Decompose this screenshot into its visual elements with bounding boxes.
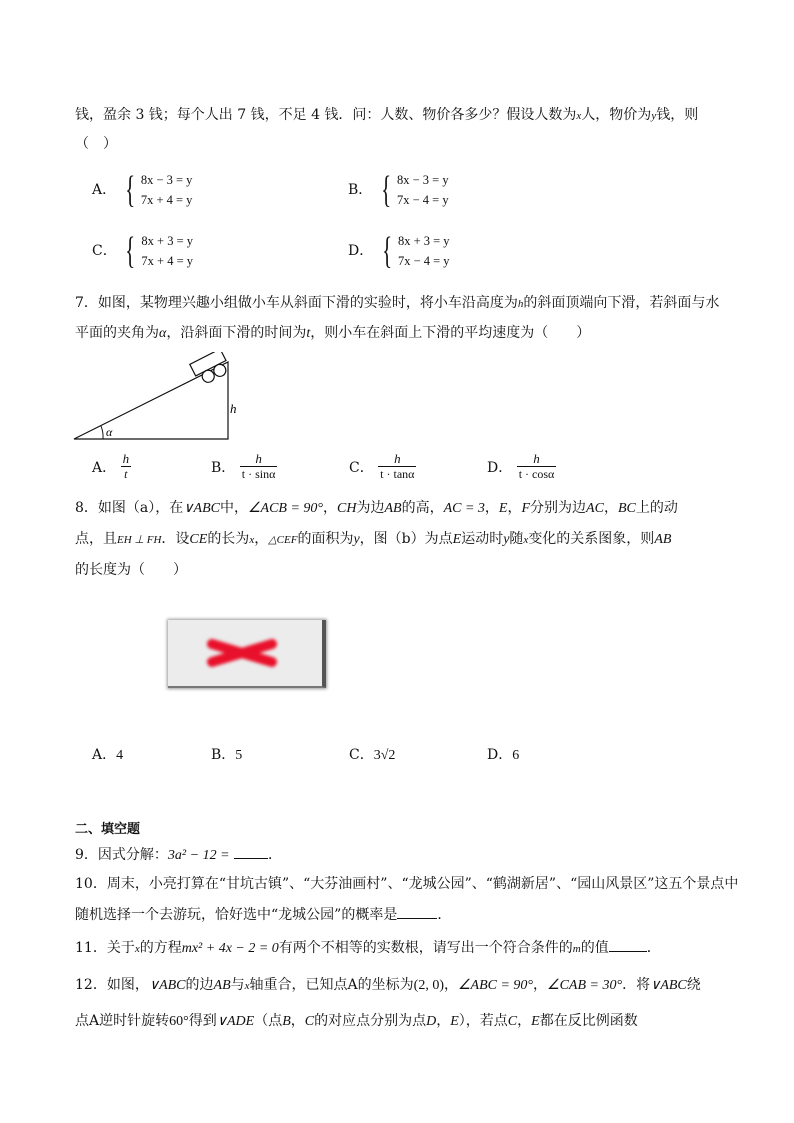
text: 有两个不相等的实数根，请写出一个符合条件的 <box>278 940 573 956</box>
text: 点，且 <box>75 531 117 547</box>
equation-system: { 8x − 3 = y 7x + 4 = y <box>124 169 193 211</box>
q9 <box>75 844 282 864</box>
q8-stem-line3: 的长度为（ ） <box>75 562 187 578</box>
text: 为边 <box>356 500 385 516</box>
math: B <box>282 1014 291 1029</box>
fig-h-label: h <box>230 401 237 416</box>
math: 60° <box>169 1014 189 1029</box>
text: 随 <box>509 531 524 547</box>
var-t: t <box>306 326 311 341</box>
math: F <box>521 501 531 516</box>
q7-text: 7．如图，某物理兴趣小组做小车从斜面下滑的实验时，将小车沿高度为 <box>75 295 518 311</box>
math: BC <box>617 501 636 516</box>
text: 的对应点分别为点 <box>314 1013 427 1029</box>
denominator: t · tanα <box>380 467 415 481</box>
q7-option-c[interactable] <box>349 452 416 482</box>
q7-stem-line2 <box>75 322 590 342</box>
math: △CEF <box>268 534 298 546</box>
equation-line: 8x − 3 = y <box>397 173 449 187</box>
text: 9．因式分解： <box>75 847 168 863</box>
text: 的高， <box>401 500 444 516</box>
math: ∠CAB = 30° <box>547 978 623 993</box>
option-label: D． <box>348 243 374 259</box>
var-x: x <box>576 110 582 122</box>
math: EH ⊥ FH <box>117 534 162 546</box>
equation-line: 7x − 4 = y <box>397 254 450 268</box>
math: E <box>498 501 508 516</box>
q10-line2 <box>75 904 451 924</box>
q8-stem-line1 <box>75 497 678 517</box>
q7-text-b: 的斜面顶端向下滑，若斜面与水 <box>523 295 720 311</box>
q6-option-b[interactable] <box>348 170 449 210</box>
q11 <box>75 937 661 957</box>
option-label: A． <box>92 747 117 763</box>
math: x <box>523 534 529 546</box>
math: 3a² − 12 = <box>167 848 230 863</box>
numerator: h <box>533 451 540 466</box>
equation-system: { 8x − 3 = y 7x − 4 = y <box>380 169 449 211</box>
text: ． <box>267 847 282 863</box>
q8-stem-line2 <box>75 528 671 548</box>
incline-figure <box>70 352 240 444</box>
answer-blank[interactable] <box>609 939 647 952</box>
q8-option-b[interactable] <box>211 744 242 764</box>
text: ），若点 <box>458 1013 508 1029</box>
section-title: 二、填空题 <box>75 822 141 837</box>
fraction <box>517 452 557 482</box>
math: ∨ADE <box>216 1014 255 1029</box>
text: 绕 <box>686 977 701 993</box>
option-value: 4 <box>116 748 124 763</box>
fraction <box>121 452 132 482</box>
math: CE <box>189 532 208 547</box>
q7-text-c: 平面的夹角为 <box>75 325 159 341</box>
math: y <box>353 532 360 547</box>
text: ， <box>443 977 458 993</box>
text: ．将 <box>622 977 651 993</box>
math: AC <box>586 501 604 516</box>
q6-option-d[interactable] <box>348 231 450 271</box>
q7-option-d[interactable] <box>487 452 556 482</box>
math: ∨ABC <box>183 501 220 516</box>
equation-line: 7x + 4 = y <box>141 254 194 268</box>
answer-blank[interactable] <box>234 846 268 859</box>
q7-text-d: ，沿斜面下滑的时间为 <box>166 325 307 341</box>
text: ． <box>646 940 661 956</box>
q8-option-a[interactable] <box>92 744 123 764</box>
option-value: 3√2 <box>373 748 396 763</box>
math: E <box>450 1014 459 1029</box>
math: x <box>134 943 140 955</box>
angle-arc <box>101 426 103 439</box>
text: 分别为边 <box>530 500 587 516</box>
equation-line: 7x + 4 = y <box>140 193 193 207</box>
broken-image-x-icon <box>168 620 322 686</box>
equation-line: 7x − 4 = y <box>397 193 449 207</box>
text: 的面积为 <box>297 531 354 547</box>
equation-line: 8x − 3 = y <box>140 173 193 187</box>
text: 8．如图（a），在 <box>75 500 184 516</box>
q8-option-c[interactable] <box>349 744 395 764</box>
q7-option-b[interactable] <box>211 452 277 482</box>
math: x <box>244 980 250 992</box>
numerator: h <box>394 451 401 466</box>
math: CH <box>337 501 357 516</box>
q10-line1: 10．周末，小亮打算在“甘坑古镇”、“大芬油画村”、“龙城公园”、“鹤湖新居”、“园山风景区”这五个景点中 <box>75 876 739 892</box>
option-label: C． <box>349 747 374 763</box>
math: AC = 3 <box>443 501 485 516</box>
text: ， <box>323 500 338 516</box>
var-alpha: α <box>159 326 167 341</box>
option-value: 5 <box>235 748 243 763</box>
text: 轴重合，已知点A的坐标为 <box>249 977 414 993</box>
q6-option-a[interactable] <box>92 170 192 210</box>
cart-icon <box>190 352 232 387</box>
math: y <box>503 532 510 547</box>
denominator: t · sinα <box>241 467 276 481</box>
q6-answer-paren: （ ） <box>75 136 117 152</box>
denominator: t · cosα <box>518 467 555 481</box>
equation-system: { 8x + 3 = y 7x + 4 = y <box>125 230 194 272</box>
math: E <box>531 1014 540 1029</box>
q6-stem-line1 <box>75 104 698 124</box>
text: 的方程 <box>139 940 182 956</box>
numerator: h <box>255 451 262 466</box>
text: ，图（b）为点 <box>359 531 453 547</box>
text: ， <box>603 500 618 516</box>
option-label: D． <box>487 460 513 476</box>
text: ， <box>507 500 522 516</box>
text: 的值 <box>580 940 609 956</box>
option-label: B． <box>211 460 236 476</box>
text: 的边 <box>185 977 214 993</box>
text: 与 <box>230 977 245 993</box>
math: ∨ABC <box>650 978 687 993</box>
denominator: t <box>121 466 132 482</box>
text: ， <box>290 1013 305 1029</box>
fraction <box>378 452 416 482</box>
math: C <box>507 1014 518 1029</box>
math: AB <box>384 501 402 516</box>
broken-image-placeholder <box>168 620 326 688</box>
math: AB <box>213 978 231 993</box>
text: ． <box>437 907 452 923</box>
option-label: C． <box>92 243 117 259</box>
text: 12．如图， <box>75 977 149 993</box>
math: E <box>452 532 462 547</box>
math: ∠ABC = 90° <box>457 978 534 993</box>
text: 上的动 <box>635 500 678 516</box>
option-label: B． <box>348 182 373 198</box>
text: 中， <box>219 500 248 516</box>
equation-system: { 8x + 3 = y 7x − 4 = y <box>381 230 450 272</box>
math: x <box>249 534 255 546</box>
math: (2, 0) <box>413 978 444 993</box>
math: ∨ABC <box>148 978 186 993</box>
math: AB <box>654 532 672 547</box>
text: ， <box>484 500 499 516</box>
option-label: C． <box>349 460 374 476</box>
text: ， <box>254 531 269 547</box>
answer-blank[interactable] <box>397 906 437 919</box>
q7-text-e: ，则小车在斜面上下滑的平均速度为（ ） <box>310 325 591 341</box>
math: D <box>426 1014 437 1029</box>
option-label: A． <box>92 182 117 198</box>
equation-line: 8x + 3 = y <box>141 234 194 248</box>
text: ， <box>436 1013 451 1029</box>
math: m <box>572 943 581 955</box>
q6-text: 钱，盈余 3 钱；每个人出 7 钱，不足 4 钱．问：人数、物价各多少？假设人数为 <box>75 107 577 123</box>
text: 得到 <box>188 1013 217 1029</box>
numerator: h <box>122 451 130 466</box>
math: C <box>304 1014 315 1029</box>
q6-option-c[interactable] <box>92 231 193 271</box>
q7-option-a[interactable] <box>92 452 131 482</box>
q6-text-b: 人，物价为 <box>581 107 652 123</box>
q6-text-c: 钱，则 <box>656 107 699 123</box>
text: ， <box>517 1013 532 1029</box>
math: mx² + 4x − 2 = 0 <box>181 941 279 956</box>
text: 随机选择一个去游玩，恰好选中“龙城公园”的概率是 <box>75 907 398 923</box>
text: 运动时 <box>461 531 504 547</box>
fig-alpha-label: α <box>106 425 113 439</box>
option-label: B． <box>211 747 236 763</box>
text: 11．关于 <box>75 940 135 956</box>
text: 点A逆时针旋转 <box>75 1013 170 1029</box>
equation-line: 8x + 3 = y <box>397 234 450 248</box>
q12-line1 <box>75 974 701 994</box>
option-label: D． <box>487 747 513 763</box>
var-h: h <box>517 298 524 310</box>
q12-line2 <box>75 1010 638 1030</box>
var-y: y <box>651 110 657 122</box>
text: 的长为 <box>207 531 250 547</box>
text: 都在反比例函数 <box>539 1013 638 1029</box>
text: 变化的关系图象，则 <box>528 531 655 547</box>
option-value: 6 <box>512 748 520 763</box>
text: ， <box>533 977 548 993</box>
text: （点 <box>254 1013 283 1029</box>
q8-option-d[interactable] <box>487 744 519 764</box>
math: ∠ACB = 90° <box>247 501 324 516</box>
option-label: A． <box>92 460 117 476</box>
fraction <box>240 452 278 482</box>
q7-stem-line1 <box>75 292 719 312</box>
text: ．设 <box>161 531 190 547</box>
